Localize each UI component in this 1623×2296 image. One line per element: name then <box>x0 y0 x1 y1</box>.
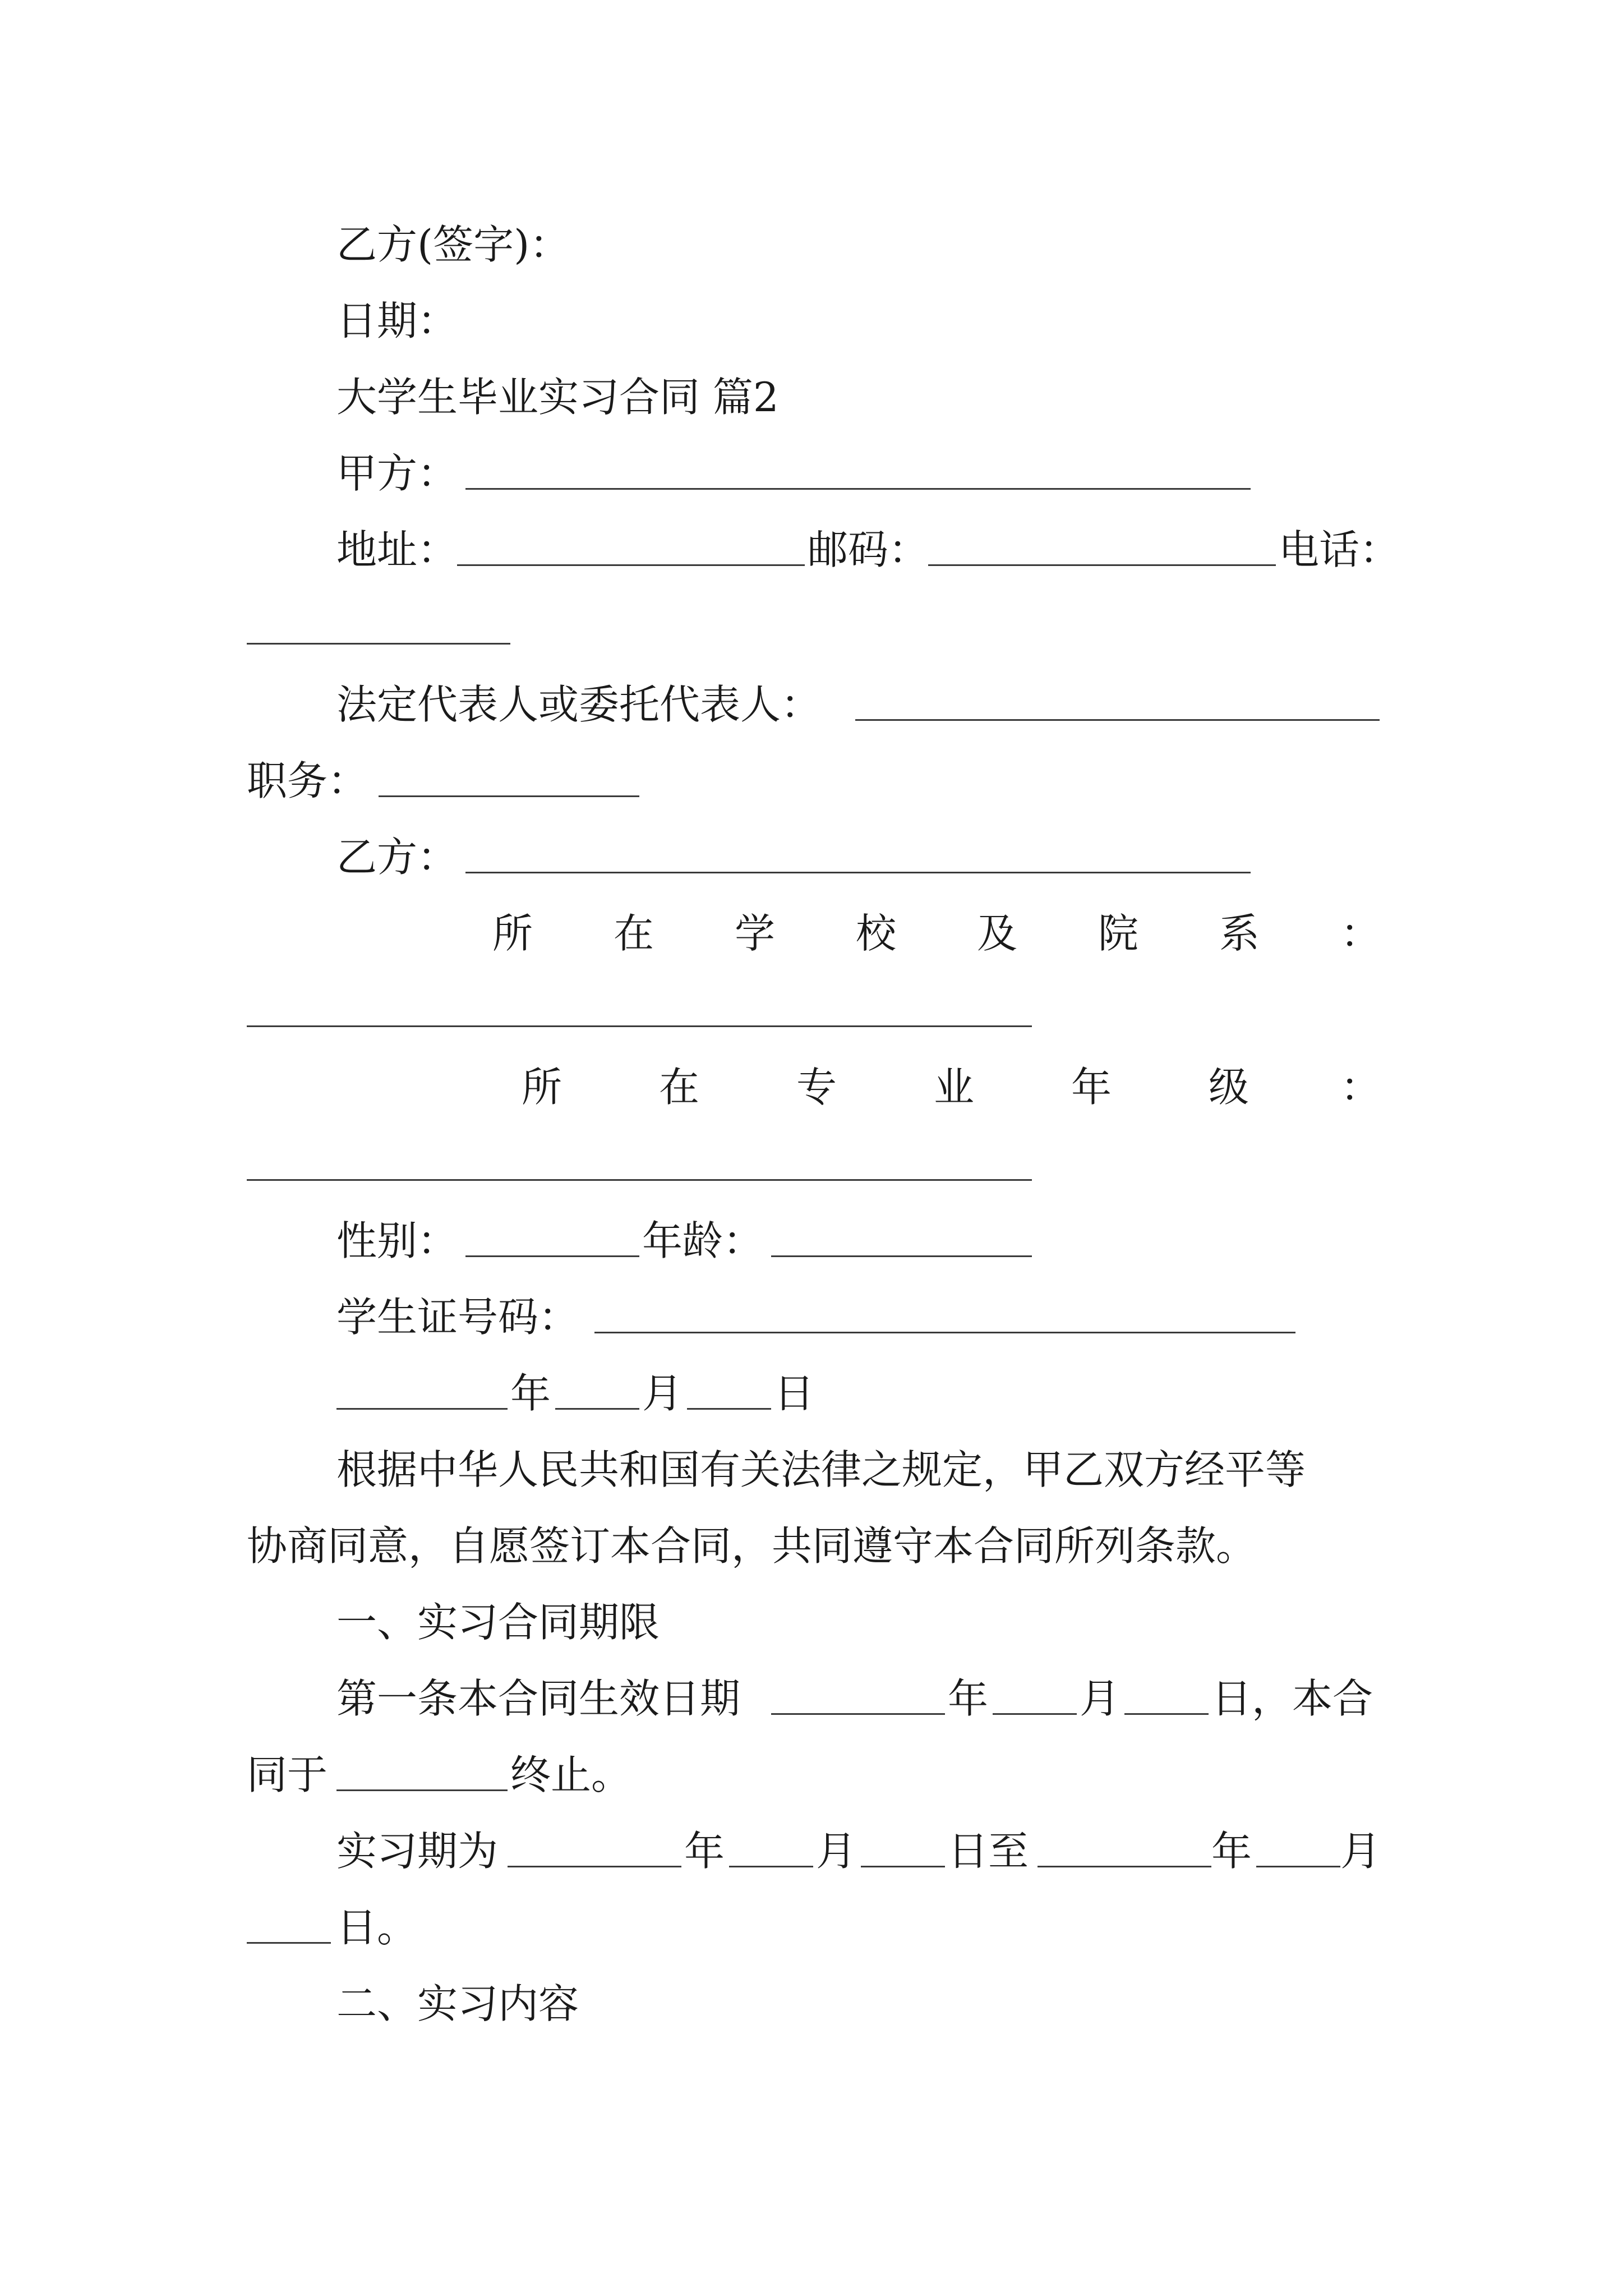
gender-label: 性别： <box>336 1217 458 1264</box>
major-grade-blank[interactable] <box>247 1179 1032 1181</box>
month-label: 月 <box>1340 1828 1381 1875</box>
period-end-day-blank[interactable] <box>247 1942 331 1944</box>
position-label: 职务： <box>247 757 368 804</box>
month-label: 月 <box>816 1828 857 1875</box>
major-char: 业 <box>934 1064 975 1111</box>
day-to-label: 日至 <box>948 1828 1029 1875</box>
jiafang-label: 甲方： <box>336 450 458 497</box>
effective-year-blank[interactable] <box>771 1713 945 1715</box>
jiafang-blank[interactable] <box>465 488 1251 490</box>
section-2-title: 二、实习内容 <box>336 1980 579 2027</box>
month-label: 月 <box>1080 1675 1121 1722</box>
year-label: 年 <box>1211 1828 1252 1875</box>
month-label: 月 <box>642 1370 683 1417</box>
age-blank[interactable] <box>771 1255 1032 1257</box>
major-char: 级 <box>1209 1064 1249 1111</box>
position-blank[interactable] <box>379 795 639 797</box>
period-end-year-blank[interactable] <box>1038 1866 1211 1867</box>
school-char: 在 <box>614 910 654 957</box>
period-start-year-blank[interactable] <box>508 1866 681 1867</box>
school-char: 系 <box>1219 910 1260 957</box>
day-end-label: 日。 <box>336 1904 418 1951</box>
year-label: 年 <box>948 1675 989 1722</box>
section-1-title: 一、实习合同期限 <box>336 1599 660 1646</box>
major-char: 年 <box>1071 1064 1112 1111</box>
postcode-label: 邮码： <box>808 526 929 573</box>
period-end-month-blank[interactable] <box>1256 1866 1340 1867</box>
legal-rep-label: 法定代表人或委托代表人： <box>336 681 822 728</box>
school-char: 及 <box>977 910 1018 957</box>
article-1-line2-prefix: 同于 <box>247 1751 328 1798</box>
postcode-blank[interactable] <box>928 564 1276 566</box>
school-char: ： <box>1340 910 1381 957</box>
school-char: 院 <box>1098 910 1139 957</box>
phone-label: 电话： <box>1279 526 1400 573</box>
student-id-label: 学生证号码： <box>336 1294 579 1341</box>
period-prefix: 实习期为 <box>336 1828 499 1875</box>
address-label: 地址： <box>336 526 458 573</box>
yifang-sign-label: 乙方(签字)： <box>336 221 570 268</box>
school-char: 所 <box>492 910 533 957</box>
date-label: 日期： <box>336 297 458 344</box>
day-label: 日 <box>774 1370 815 1417</box>
school-char: 学 <box>735 910 776 957</box>
section-heading: 大学生毕业实习合同 篇2 <box>336 374 779 421</box>
article-1-suffix: 日，本合 <box>1211 1675 1373 1722</box>
termination-blank[interactable] <box>336 1789 508 1791</box>
period-start-month-blank[interactable] <box>729 1866 813 1867</box>
year-label: 年 <box>510 1370 551 1417</box>
legal-rep-blank[interactable] <box>855 719 1380 721</box>
effective-month-blank[interactable] <box>993 1713 1077 1715</box>
age-label: 年龄： <box>642 1217 764 1264</box>
year-label: 年 <box>684 1828 725 1875</box>
major-char: ： <box>1340 1064 1381 1111</box>
article-1-prefix: 第一条本合同生效日期 <box>336 1675 741 1722</box>
yifang-blank[interactable] <box>465 872 1251 873</box>
yifang-label: 乙方： <box>336 834 458 881</box>
article-1-line2-suffix: 终止。 <box>510 1751 632 1798</box>
effective-day-blank[interactable] <box>1124 1713 1209 1715</box>
major-char: 专 <box>796 1064 837 1111</box>
major-char: 所 <box>522 1064 562 1111</box>
sign-year-blank[interactable] <box>336 1408 508 1410</box>
period-start-day-blank[interactable] <box>861 1866 945 1867</box>
school-char: 校 <box>856 910 897 957</box>
sign-day-blank[interactable] <box>687 1408 771 1410</box>
student-id-blank[interactable] <box>594 1332 1295 1333</box>
address-blank[interactable] <box>457 564 805 566</box>
major-char: 在 <box>659 1064 700 1111</box>
paragraph-line-2: 协商同意，自愿签订本合同，共同遵守本合同所列条款。 <box>247 1522 1257 1570</box>
paragraph-line-1: 根据中华人民共和国有关法律之规定，甲乙双方经平等 <box>336 1446 1306 1493</box>
gender-blank[interactable] <box>465 1255 639 1257</box>
phone-blank[interactable] <box>247 643 510 645</box>
sign-month-blank[interactable] <box>555 1408 639 1410</box>
school-dept-blank[interactable] <box>247 1025 1032 1027</box>
